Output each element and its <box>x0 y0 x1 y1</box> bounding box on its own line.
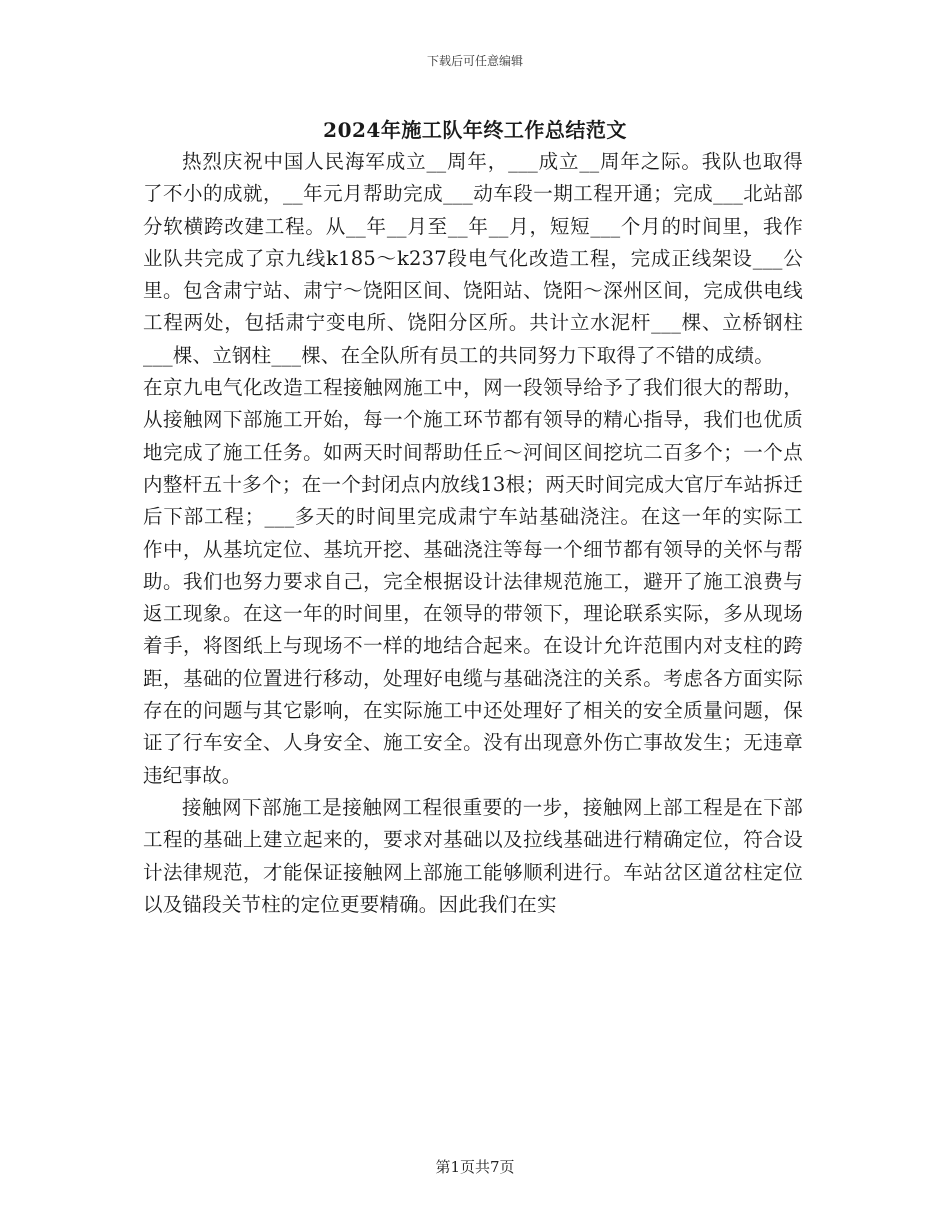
paragraph-1: 热烈庆祝中国人民海军成立__周年，___成立__周年之际。我队也取得了不小的成就，__年元月帮助完成___动车段一期工程开通；完成___北站部分软横跨改建工程。从__年__月至__年__月，短短___个月的时间里，我作业队共完成了京九线k185～k237段电气化改造工程，完成正线架设___公里。包含肃宁站、肃宁～饶阳区间、饶阳站、饶阳～深州区间，完成供电线工程两处，包括肃宁变电所、饶阳分区所。共计立水泥杆___棵、立桥钢柱___棵、立钢柱___棵、在全队所有员工的共同努力下取得了不错的成绩。 <box>143 150 803 367</box>
paragraph-3: 接触网下部施工是接触网工程很重要的一步，接触网上部工程是在下部工程的基础上建立起来的，要求对基础以及拉线基础进行精确定位，符合设计法律规范，才能保证接触网上部施工能够顺利进行。车站岔区道岔柱定位以及锚段关节柱的定位更要精确。因此我们在实 <box>143 795 803 916</box>
page-number: 第1页共7页 <box>435 1158 515 1176</box>
paragraph-2: 在京九电气化改造工程接触网施工中，网一段领导给予了我们很大的帮助，从接触网下部施工开始，每一个施工环节都有领导的精心指导，我们也优质地完成了施工任务。如两天时间帮助任丘～河间区间挖坑二百多个；一个点内整杆五十多个；在一个封闭点内放线13根；两天时间完成大官厅车站拆迁后下部工程；___多天的时间里完成肃宁车站基础浇注。在这一年的实际工作中，从基坑定位、基坑开挖、基础浇注等每一个细节都有领导的关怀与帮助。我们也努力要求自己，完全根据设计法律规范施工，避开了施工浪费与返工现象。在这一年的时间里，在领导的带领下，理论联系实际，多从现场着手，将图纸上与现场不一样的地结合起来。在设计允许范围内对支柱的跨距，基础的位置进行移动，处理好电缆与基础浇注的关系。考虑各方面实际存在的问题与其它影响，在实际施工中还处理好了相关的安全质量问题，保证了行车安全、人身安全、施工安全。没有出现意外伤亡事故发生；无违章违纪事故。 <box>143 376 803 787</box>
document-body <box>143 146 803 921</box>
page-header-note: 下载后可任意编辑 <box>426 54 523 68</box>
document-title: 2024年施工队年终工作总结范文 <box>323 118 627 142</box>
